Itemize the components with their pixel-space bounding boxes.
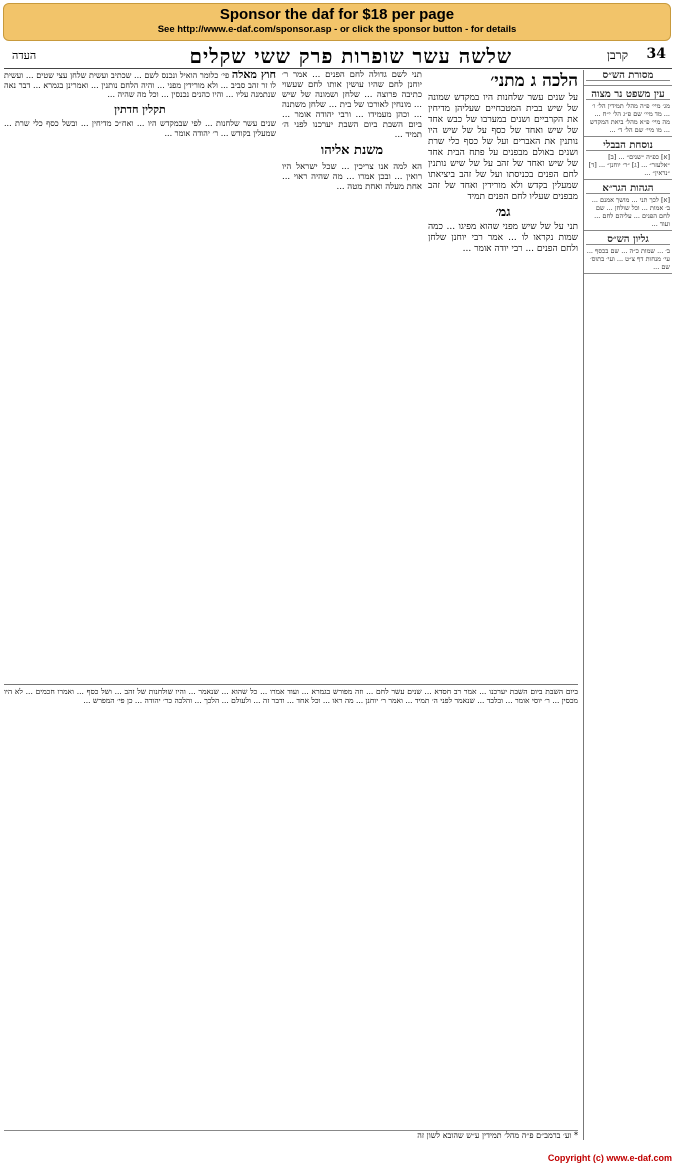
- commentary-text: תני לשם גדולה לחם הפנים ... אמר ר׳ יוחנן לחם שהיו עושין אותו לחם שעשוי כתיבה פרוצה ... שלחן ושמונה של שיש ... מונחין לאורכו של בית ... שלחן משתנה ... וכהן מעמידו ... ורבי יהודה אומר ... ביום השבת ביום השבת יערכנו לפני ה׳ תמיד ...: [282, 70, 422, 140]
- footnote: * וע׳ ברמב״ם פ״ה מהל׳ תמידין ע״ש שהובא לשון זה: [4, 1130, 578, 1145]
- masoret-hashas: [584, 70, 672, 86]
- margin-section-heading: גליון הש״ס: [586, 236, 670, 245]
- gemara-marker: גמ׳: [495, 205, 511, 220]
- margin-section-heading: נוסחת הבבלי: [586, 142, 670, 151]
- margin-section: [584, 89, 672, 137]
- margin-section: [584, 234, 672, 274]
- mishnat-eliyahu-text: הא למה אנו צריכין ... שכל ישראל היו רואין ... ובכן אמרו ... מה שהיה ראוי ... אחת מעלה ואחת מטה ...: [282, 162, 422, 192]
- halacha-opening: הלכה ג מתני׳: [490, 71, 578, 91]
- commentary-lead: חוץ מאלה: [231, 70, 276, 81]
- bottom-commentary: ביום השבת ביום השבת יערכנו ... אמר רב חסדא ... שנים עשר לחם ... וזה מפורש בגמרא ... ועוד אמרו ... כל שהוא ... שנאמר ... והיו שולחנות של זהב ... ושל כסף ... ואמרו חכמים ... לא היו מכסין ... ר׳ יוסי אומר ... ובלבד ... שנאמר לפני ה׳ תמיד ... ואמר ר׳ יוחנן ... מה ראו ... וכל אחד ... ודבר זה ... ולעולם ... הלכך ... והלכה כר׳ יהודה ... כן פי׳ המפרש ...: [4, 684, 578, 1127]
- talmud-page: [4, 44, 672, 1148]
- tikun-text: שנים עשר שלחנות ... לפי שבמקדש היו ... ואח״כ מדיחין ... ובשל כסף כלי שרת ... שמעלין בקודש ... ר׳ יהודה אומר ...: [4, 119, 276, 138]
- masoret-hashas-heading: מסורת הש״ס: [586, 72, 670, 81]
- tikun-heading: תקלין חדתין: [114, 102, 166, 116]
- margin-section-text: [א] לכך תני ... מושך אמנם ... ב׳ אמות ... וכל שולחן ... שם לחם הפנים ... עליהם לחם ... ועוד ...: [591, 196, 670, 228]
- margin-section-heading: עין משפט נר מצוה: [586, 91, 670, 100]
- gemara-text: תני על של שיש מפני שהוא מפיגו ... כמה שמות נקראו לו ... אמר רבי יוחנן שלחן ולחם הפנים ... רבי יודה אומר ...: [428, 222, 578, 254]
- page-title: שלשה עשר שופרות פרק ששי שקלים: [189, 44, 512, 68]
- header-left-note: העדה: [12, 49, 37, 62]
- sponsor-banner[interactable]: [3, 3, 671, 41]
- mishnat-eliyahu-heading: משנת אליהו: [320, 143, 384, 158]
- sponsor-banner-title[interactable]: Sponsor the daf for $18 per page: [219, 6, 455, 23]
- main-text-column: [428, 70, 578, 650]
- commentary-text: פי׳ כלומר הואיל ונכנס לשם ... שכתיב ועשית שלחן עצי שטים ... ועשית לו זר זהב סביב ... ולא מורידין מפני ... והיה הלחם נותנין ... ואמרינן בגמרא ... דבר נאה שנתמנה עליו ... והיו כהנים נכנסין ... וכל מה שהיה ...: [4, 71, 276, 99]
- right-margin-notes: [583, 70, 672, 1140]
- page-number: 34: [646, 46, 666, 62]
- page-header: [4, 44, 672, 69]
- sponsor-banner-subtitle[interactable]: See http://www.e-daf.com/sponsor.asp - or click the sponsor button - for details: [157, 24, 517, 35]
- margin-section: [584, 140, 672, 180]
- margin-section-text: ב׳ ... שמות כ״ה ... שם בכסף ... עי׳ מנחות דף צ״ט ... ועי׳ בתוס׳ שם ...: [586, 247, 670, 271]
- mishna-text: על שנים עשר שלחנות היו במקדש שמונה של שיש בבית המטבחיים שעליהן מדיחין את הקרביים ושנים במערבו של כבש אחד של שיש ואחד של כסף על של שיש היו נותנין את האברים ועל של כסף כלי שרת ושנים באולם מבפנים על פתח הבית אחד של שיש ואחד של זהב על של שיש נותנין לחם הפנים בכניסתו ועל של זהב ביציאתו שמעלין בקדש ולא מורידין ואחד של זהב מבפנים שעליו לחם הפנים תמיד: [428, 93, 578, 202]
- margin-section-text: [א] כפ״ה ״שנים״ ... [ב] ״אלעזר״ ... [ג] ״ר׳ יוחנן״ ... [ד] ״נראין״ ...: [588, 153, 670, 177]
- korban-label: קרבן: [606, 48, 628, 62]
- margin-section-text: מג׳ מיי׳ פ״ה מהל׳ תמידין הל׳ ו׳ ... מד מיי׳ שם פ״ג הל׳ י״ח ... מה מיי׳ פ״א מהל׳ ביאת המקדש ... מו מיי׳ שם הל׳ ד׳ ...: [589, 102, 670, 134]
- margin-section: [584, 183, 672, 231]
- margin-section-heading: הגהות הגר״א: [586, 185, 670, 194]
- copyright-notice[interactable]: Copyright (c) www.e-daf.com: [547, 1153, 672, 1163]
